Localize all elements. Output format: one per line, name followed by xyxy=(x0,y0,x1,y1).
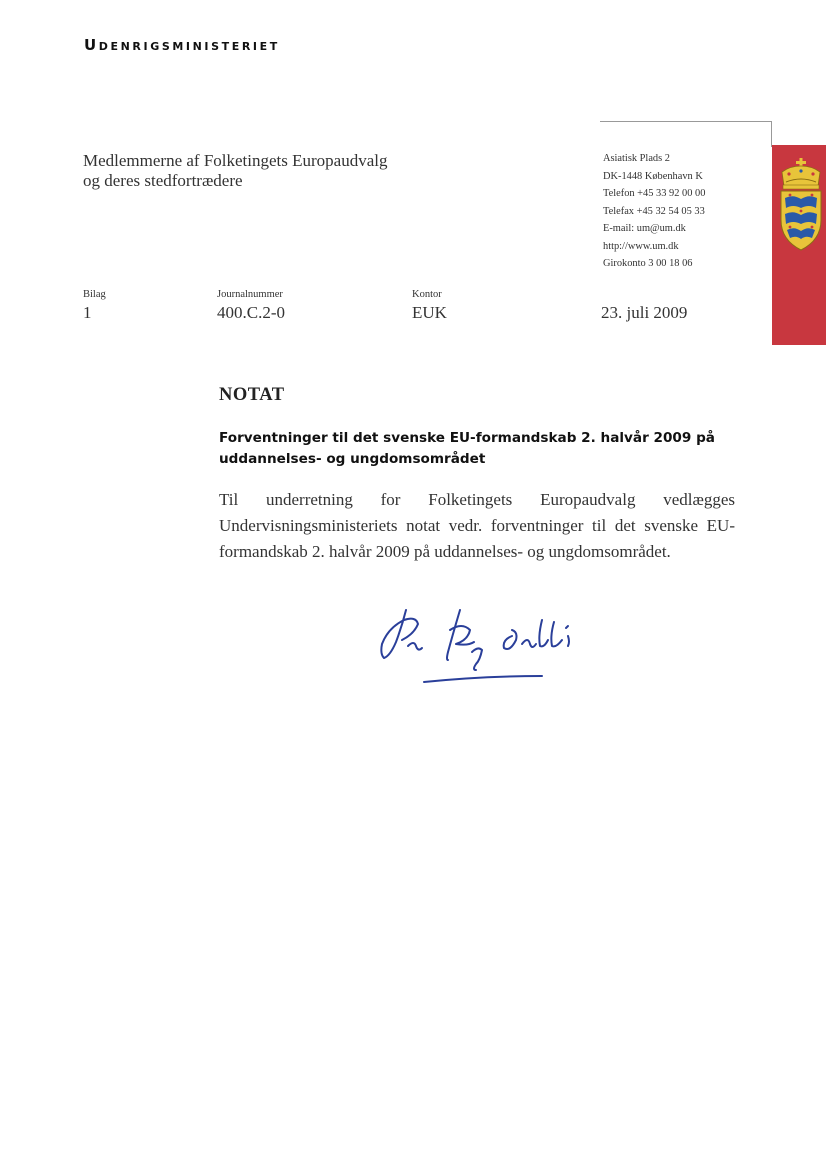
contact-address: Asiatisk Plads 2 xyxy=(603,153,670,164)
journal-label: Journalnummer xyxy=(217,289,283,300)
contact-phone: Telefon +45 33 92 00 00 xyxy=(603,188,706,199)
recipient-line: og deres stedfortrædere xyxy=(83,171,243,190)
letterhead-rule xyxy=(600,121,771,122)
recipient-block xyxy=(83,151,388,191)
document-subject: Forventninger til det svenske EU-formandskab 2. halvår 2009 på uddannelses- og ungdomsområdet xyxy=(219,430,715,467)
signature-icon xyxy=(372,600,582,690)
journal-value: 400.C.2-0 xyxy=(217,303,285,322)
recipient-line: Medlemmerne af Folketingets Europaudvalg xyxy=(83,151,388,170)
bilag-label: Bilag xyxy=(83,289,106,300)
document-heading: NOTAT xyxy=(219,385,285,405)
ministry-name: Udenrigsministeriet xyxy=(84,36,280,54)
kontor-label: Kontor xyxy=(412,289,442,300)
coat-of-arms-icon xyxy=(776,158,826,258)
contact-website: http://www.um.dk xyxy=(603,240,679,252)
kontor-value: EUK xyxy=(412,303,447,322)
contact-fax: Telefax +45 32 54 05 33 xyxy=(603,205,705,217)
contact-giro: Girokonto 3 00 18 06 xyxy=(603,258,693,269)
bilag-value: 1 xyxy=(83,303,92,322)
letterhead-rule-vertical xyxy=(771,121,772,147)
contact-block xyxy=(603,150,705,273)
contact-email: E-mail: um@um.dk xyxy=(603,223,686,234)
contact-postcode: DK-1448 København K xyxy=(603,170,703,182)
document-date: 23. juli 2009 xyxy=(601,303,688,322)
document-body: Til underretning for Folketingets Europaudvalg vedlægges Undervisningsministeriets notat vedr. forventninger til det svenske EU-formandskab 2. halvår 2009 på uddannelses- og ungdomsområdet. xyxy=(219,490,735,561)
